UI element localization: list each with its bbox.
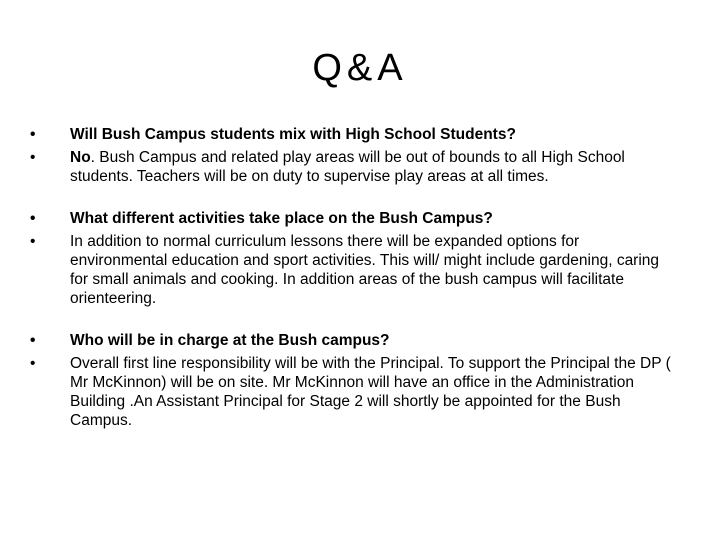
answer-2-text: In addition to normal curriculum lessons there will be expanded options for environmental education and sport activities. This will/ might include gardening, caring for small animals and cooking. In addition areas of the bush campus will facilitate orienteering.: [70, 233, 660, 307]
answer-1-lead: No: [70, 149, 91, 166]
question-2-text: What different activities take place on the Bush Campus?: [70, 210, 493, 227]
bullet-icon: •: [30, 233, 36, 250]
slide-content: [30, 125, 680, 453]
bullet-icon: •: [30, 355, 36, 372]
qa-group-2: [30, 209, 680, 308]
bullet-icon: •: [30, 332, 36, 349]
answer-2: [30, 232, 680, 308]
bullet-icon: •: [30, 126, 36, 143]
answer-3: [30, 354, 680, 430]
question-2: [30, 209, 680, 228]
question-1: [30, 125, 680, 144]
bullet-icon: •: [30, 210, 36, 227]
qa-group-1: [30, 125, 680, 186]
answer-3-text: Overall first line responsibility will be with the Principal. To support the Principal the DP ( Mr McKinnon) will be on site. Mr McKinnon will have an office in the Administration Building .An Assistant Principal for Stage 2 will shortly be appointed for the Bush Campus.: [70, 355, 671, 429]
answer-1-text: . Bush Campus and related play areas will be out of bounds to all High School students. Teachers will be on duty to supervise play areas at all times.: [70, 149, 625, 185]
bullet-icon: •: [30, 149, 36, 166]
question-1-text: Will Bush Campus students mix with High School Students?: [70, 126, 516, 143]
question-3-text: Who will be in charge at the Bush campus?: [70, 332, 390, 349]
answer-1: [30, 148, 680, 186]
slide-title: Q&A: [312, 47, 408, 89]
question-3: [30, 331, 680, 350]
qa-group-3: [30, 331, 680, 430]
